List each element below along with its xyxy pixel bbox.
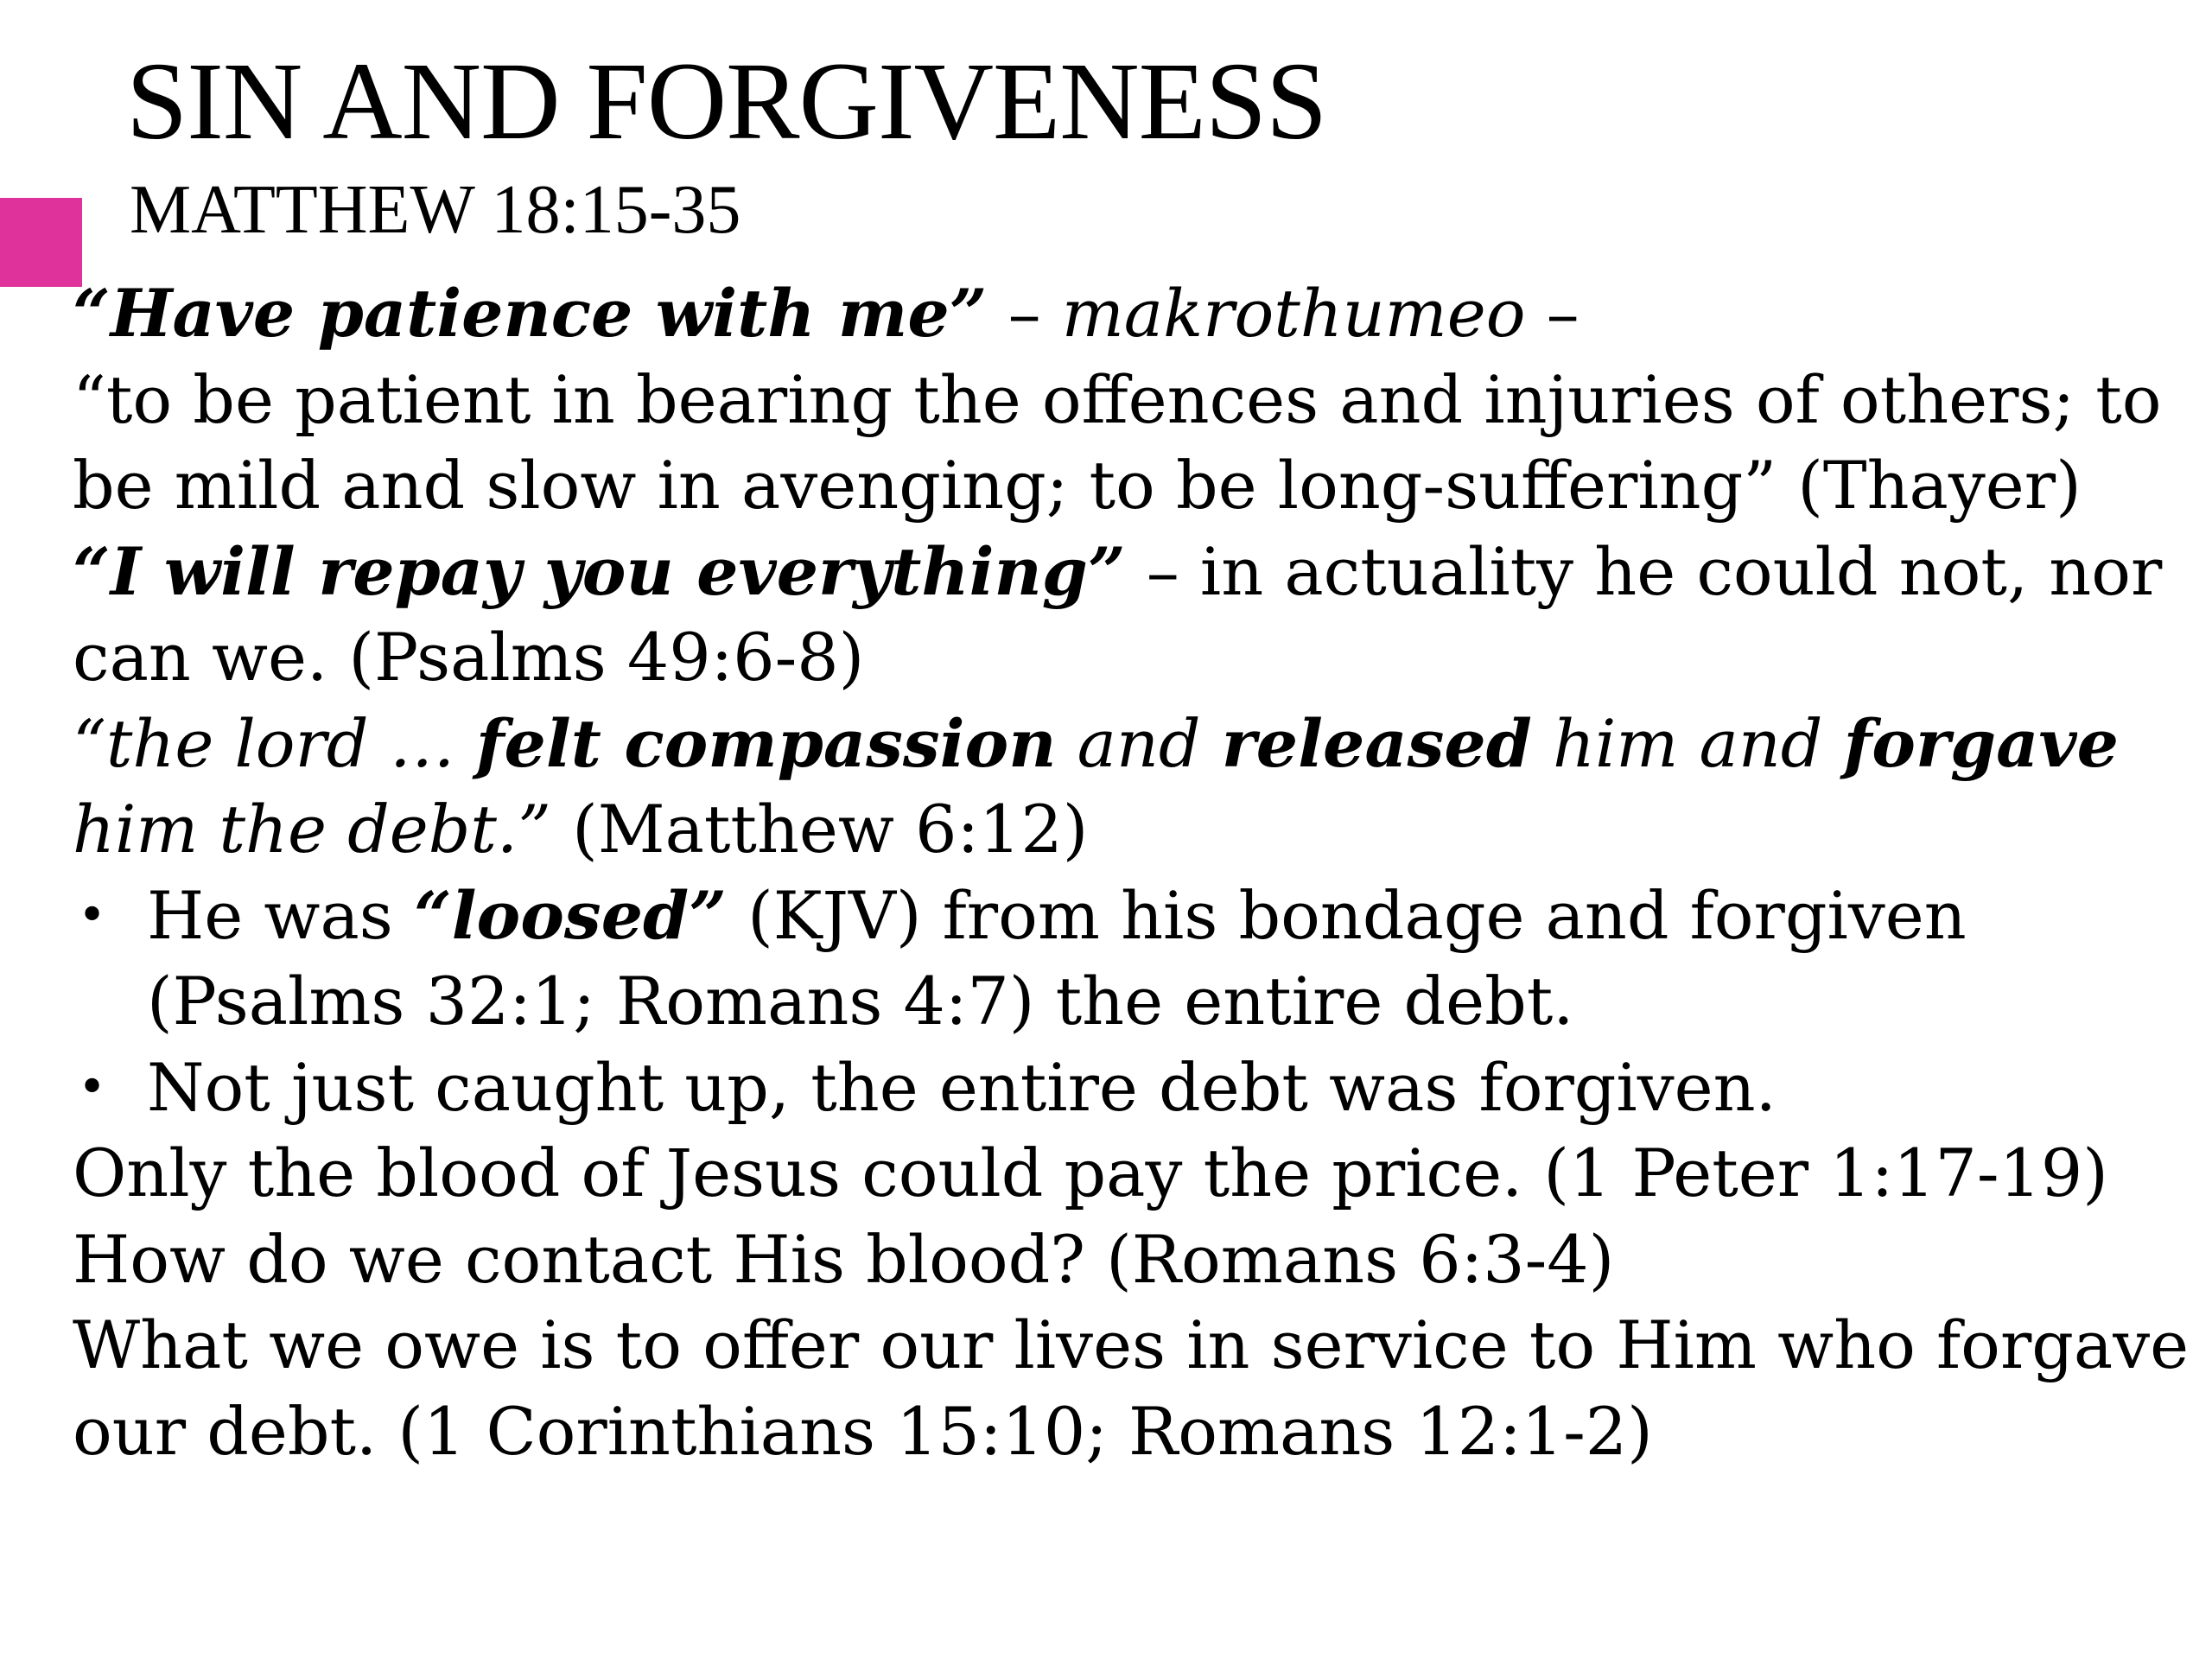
accent-block bbox=[0, 198, 82, 287]
bullet-list bbox=[73, 873, 2198, 1131]
paragraph-blood: Only the blood of Jesus could pay the price. (1 Peter 1:17-19) bbox=[73, 1135, 2108, 1211]
quote-emphasis: felt compassion bbox=[475, 704, 1057, 782]
list-item bbox=[73, 873, 2198, 1045]
bullet-icon: • bbox=[78, 887, 107, 944]
paragraph-patience bbox=[73, 270, 2198, 357]
quote-have-patience: “Have patience with me” bbox=[73, 275, 988, 352]
quote-part: “the lord … bbox=[73, 704, 476, 782]
quote-part: and bbox=[1056, 704, 1222, 782]
paragraph-definition: “to be patient in bearing the offences and injuries of others; to be mild and slow in avenging; to be long-suffering” (Thayer) bbox=[73, 360, 2162, 524]
quote-emphasis: released bbox=[1221, 704, 1532, 782]
reference: (Matthew 6:12) bbox=[550, 791, 1089, 868]
paragraph-contact: How do we contact His blood? (Romans 6:3-4) bbox=[73, 1220, 1615, 1298]
bullet-text: (KJV) from his bondage and forgiven (Psalms 32:1; Romans 4:7) the entire debt. bbox=[147, 876, 1967, 1039]
dash: – bbox=[1525, 275, 1580, 352]
slide-subtitle: MATTHEW 18:15-35 bbox=[130, 172, 741, 248]
paragraph-repay bbox=[73, 529, 2198, 701]
quote-repay: “I will repay you everything” bbox=[73, 532, 1126, 610]
slide-body bbox=[73, 270, 2198, 1474]
bullet-text: He was bbox=[147, 876, 414, 954]
quote-emphasis: forgave bbox=[1843, 704, 2119, 782]
quote-part: him and bbox=[1531, 704, 1844, 782]
slide-title: SIN AND FORGIVENESS bbox=[126, 40, 1327, 162]
dash: – bbox=[987, 275, 1062, 352]
bullet-text: Not just caught up, the entire debt was forgiven. bbox=[147, 1048, 1777, 1126]
quote-part: him the debt.” bbox=[73, 791, 551, 868]
bullet-icon: • bbox=[78, 1058, 107, 1116]
paragraph-owe: What we owe is to offer our lives in service to Him who forgave our debt. (1 Corinthians 15:10; Romans 12:1-2) bbox=[73, 1306, 2190, 1470]
quote-loosed: “loosed” bbox=[413, 876, 727, 954]
list-item bbox=[73, 1045, 2198, 1131]
greek-term: makrothumeo bbox=[1061, 275, 1526, 352]
repay-text: – in actuality he could not, nor can we. (Psalms 49:6-8) bbox=[73, 532, 2163, 696]
paragraph-compassion bbox=[73, 701, 2198, 873]
